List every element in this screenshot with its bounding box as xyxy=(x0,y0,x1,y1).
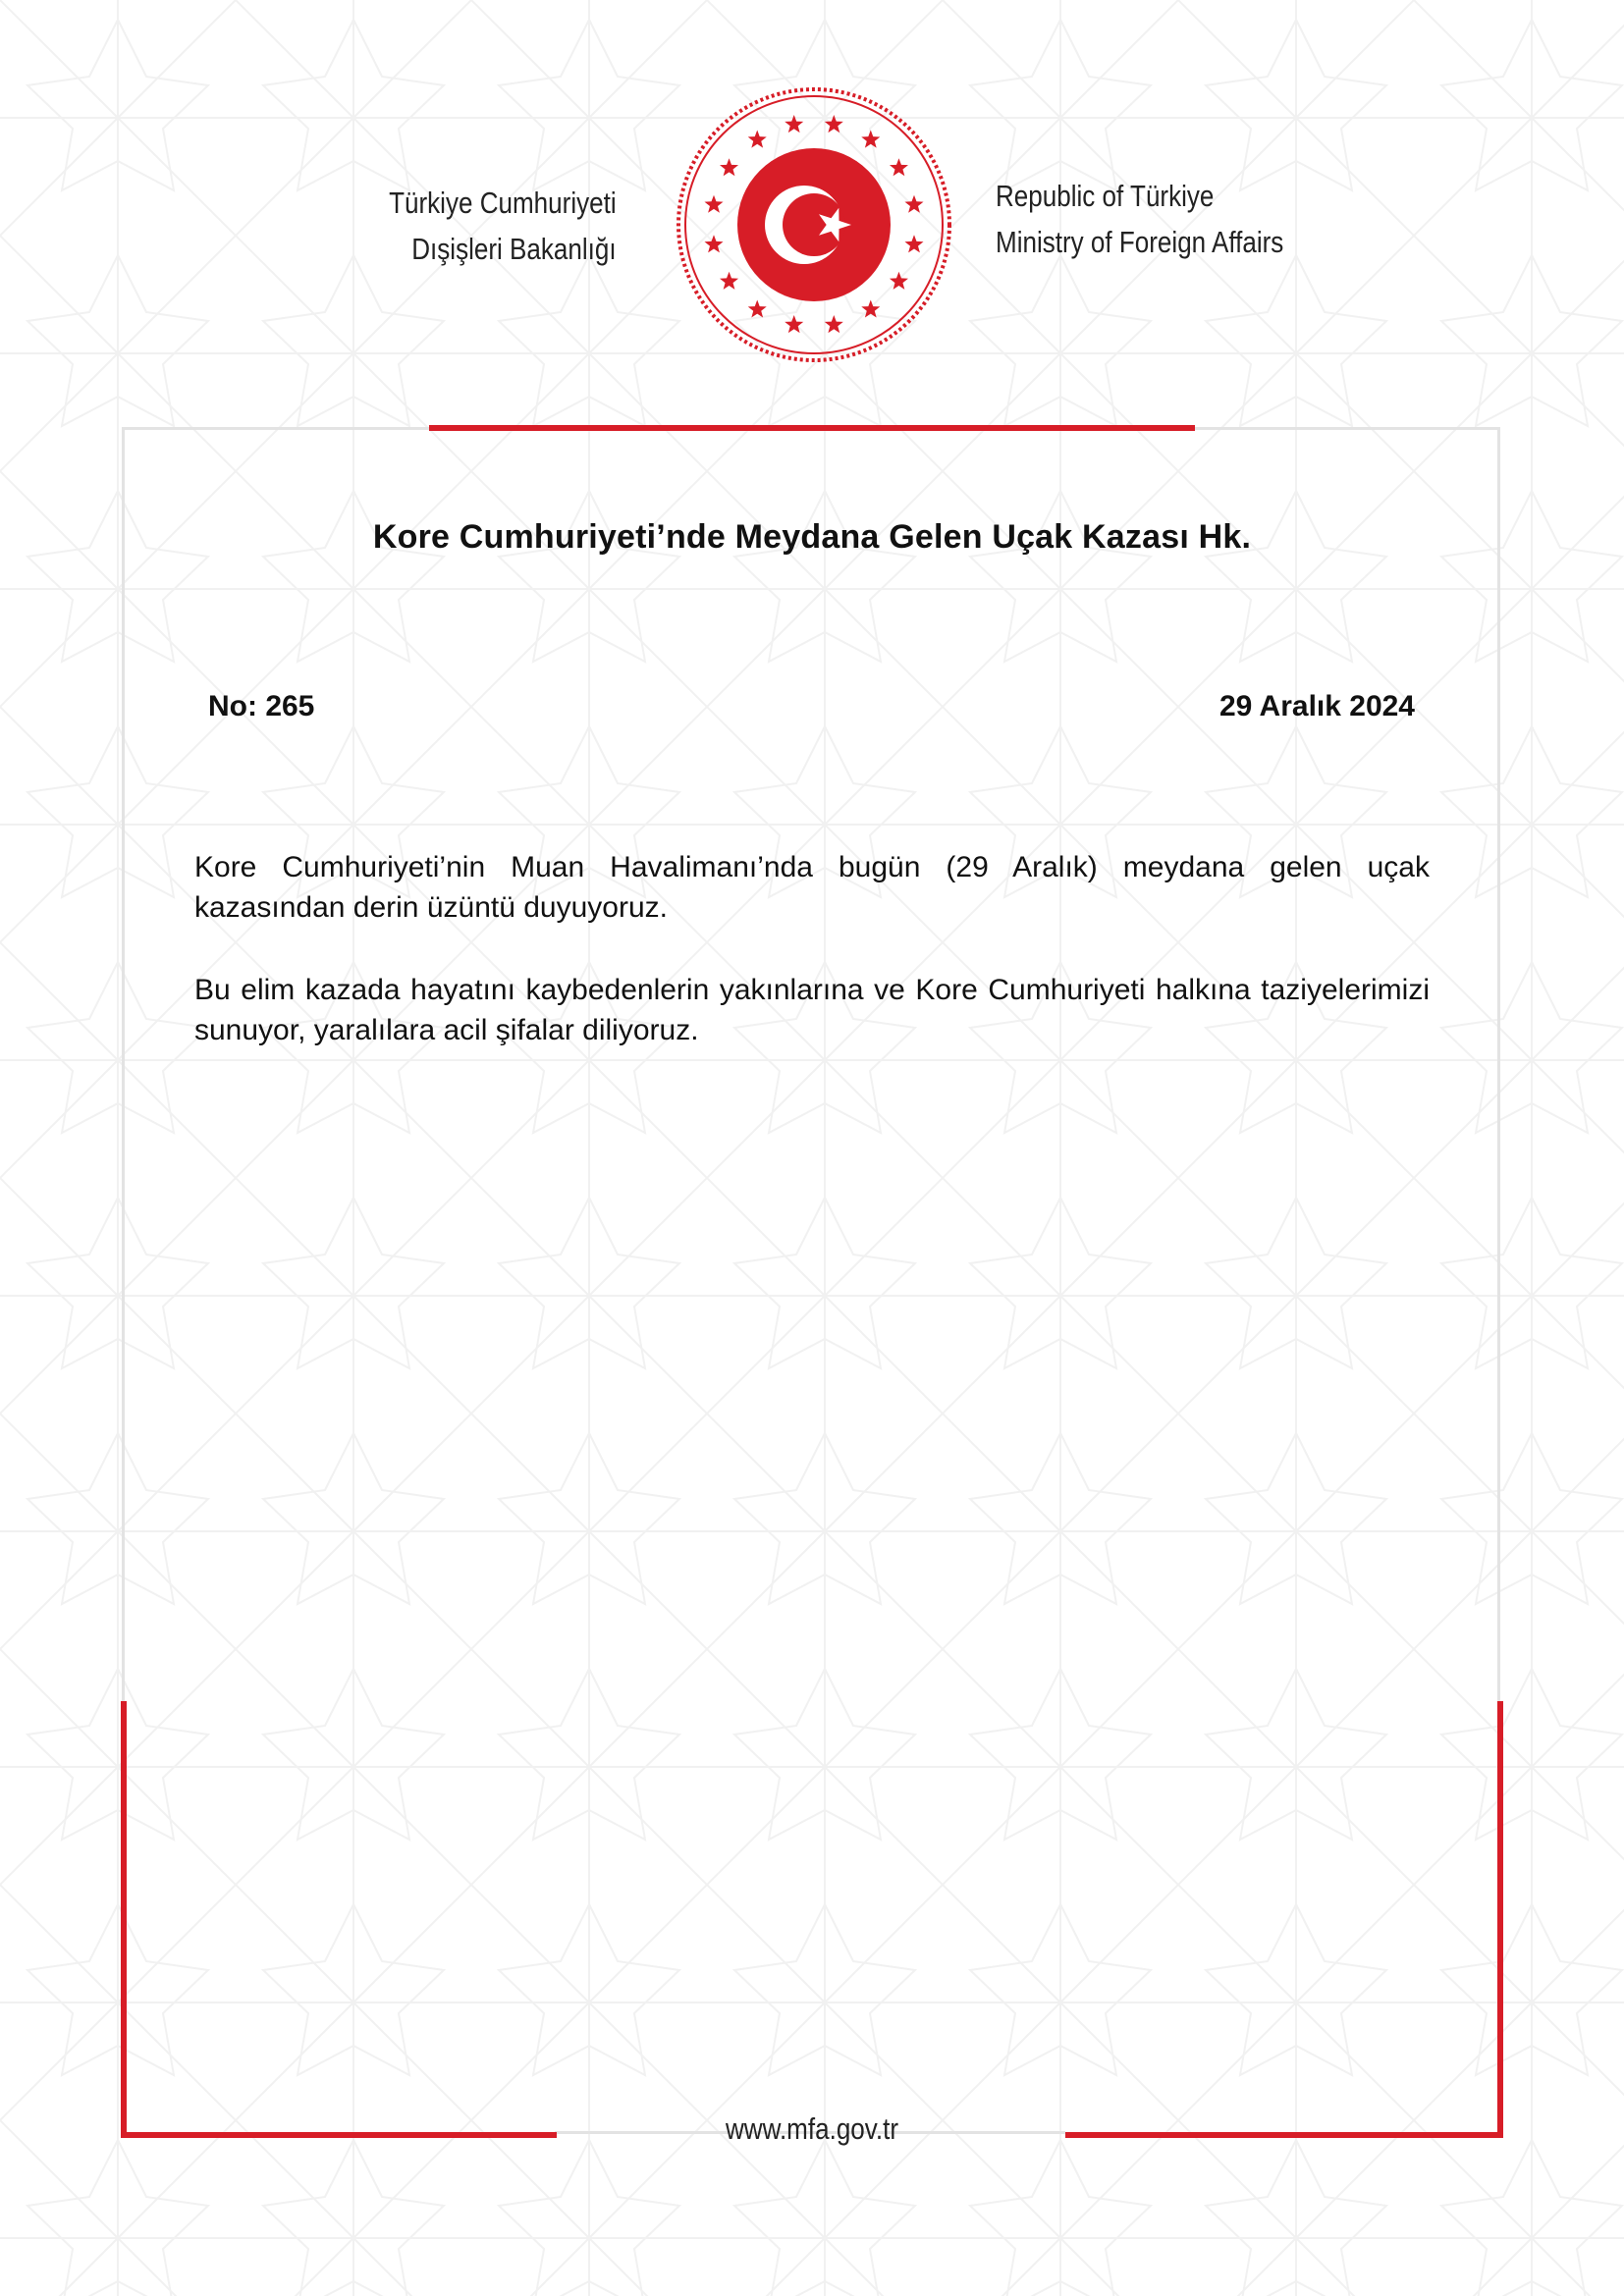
emblem-ring-star-icon xyxy=(890,158,908,176)
emblem-ring-star-icon xyxy=(748,131,767,148)
document-date: 29 Aralık 2024 xyxy=(1218,690,1415,722)
header-right-line1: Republic of Türkiye xyxy=(996,179,1215,213)
document-title: Kore Cumhuriyeti’nde Meydana Gelen Uçak Kazası Hk. xyxy=(372,518,1252,556)
emblem-ring-star-icon xyxy=(904,195,923,213)
emblem-ring-star-icon xyxy=(890,272,908,290)
emblem-ring-star-icon xyxy=(704,195,723,213)
header-ministry-turkish xyxy=(389,180,617,272)
emblem-ring-star-icon xyxy=(720,158,738,176)
emblem-ring-star-icon xyxy=(825,115,843,133)
document-number: No: 265 xyxy=(208,690,315,722)
footer-website: www.mfa.gov.tr xyxy=(725,2111,899,2146)
body-paragraph: Bu elim kazada hayatını kaybedenlerin yakınlarına ve Kore Cumhuriyeti halkına taziyelerimizi sunuyor, yaralılara acil şifalar diliyoruz. xyxy=(194,974,1430,1046)
emblem-ring-star-icon xyxy=(825,315,843,333)
top-red-accent xyxy=(429,425,1195,431)
header-ministry-english xyxy=(996,173,1283,265)
crescent-star-emblem-icon xyxy=(672,82,956,367)
header-right-line2: Ministry of Foreign Affairs xyxy=(996,225,1284,259)
emblem-ring-star-icon xyxy=(861,299,880,317)
emblem-ring-star-icon xyxy=(720,272,738,290)
left-red-accent-vertical xyxy=(121,1701,127,2138)
body-paragraph: Kore Cumhuriyeti’nin Muan Havalimanı’nda bugün (29 Aralık) meydana gelen uçak kazasından derin üzüntü duyuyoruz. xyxy=(194,851,1430,924)
right-red-accent-vertical xyxy=(1497,1701,1503,2138)
document-frame xyxy=(122,427,1500,2135)
emblem-ring-star-icon xyxy=(704,235,723,252)
header-left-line2: Dışişleri Bakanlığı xyxy=(411,232,617,266)
emblem-ring-star-icon xyxy=(785,315,803,333)
emblem-ring-star-icon xyxy=(748,299,767,317)
emblem-ring-star-icon xyxy=(904,235,923,252)
header-left-line1: Türkiye Cumhuriyeti xyxy=(389,186,617,220)
emblem-ring-star-icon xyxy=(785,115,803,133)
emblem-ring-star-icon xyxy=(861,131,880,148)
